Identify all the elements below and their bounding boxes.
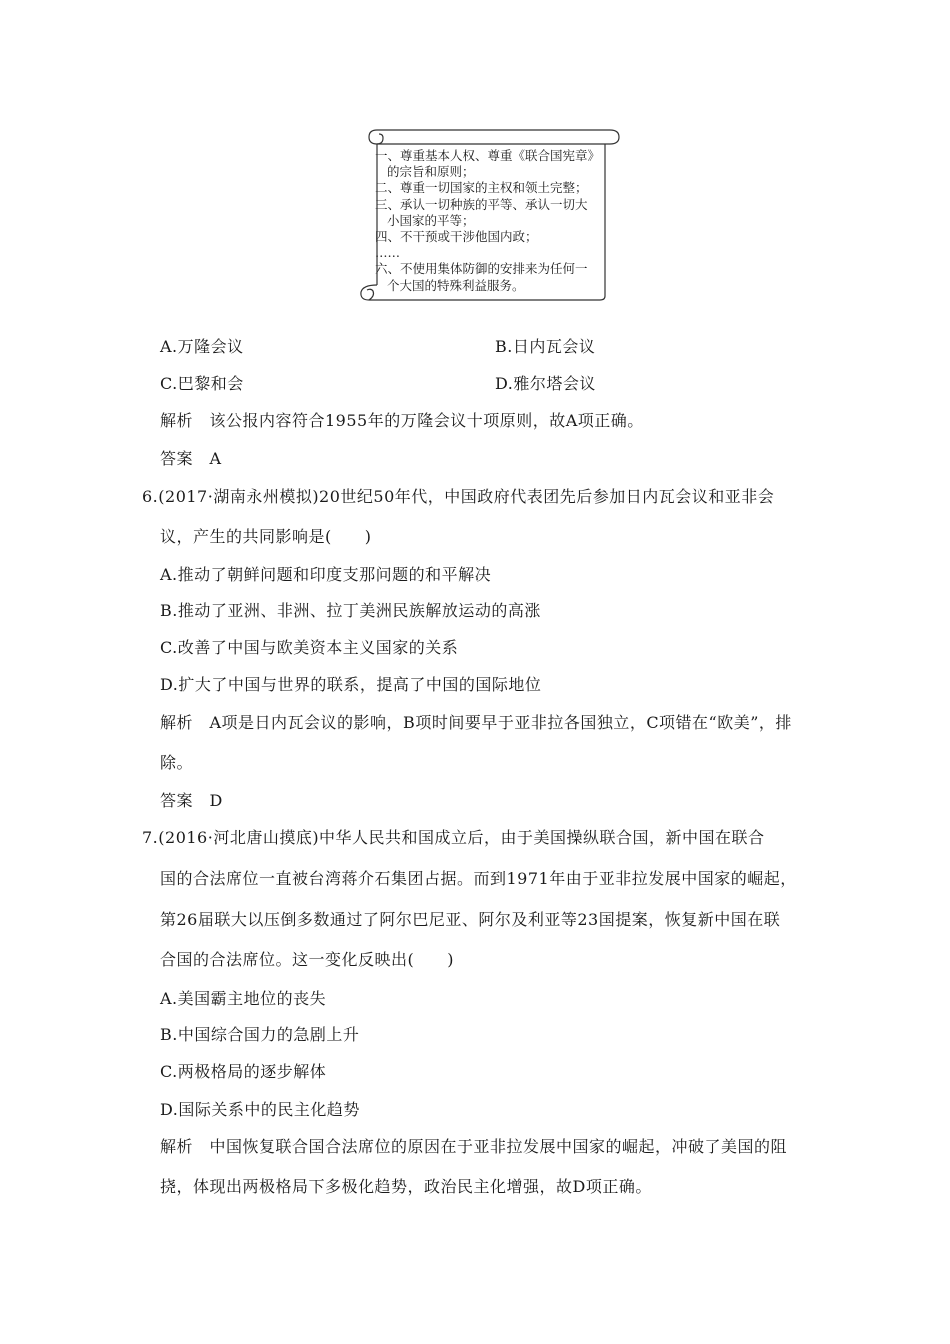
scroll-line: 个大国的特殊利益服务。 [387, 277, 525, 293]
q7-stem: 7.(2016·河北唐山摸底)中华人民共和国成立后，由于美国操纵联合国，新中国在联合 [142, 828, 765, 847]
q7-stem: 国的合法席位一直被台湾蒋介石集团占据。而到1971年由于亚非拉发展中国家的崛起， [160, 869, 797, 888]
scroll-illustration [355, 120, 625, 310]
q6-answer: 答案 D [160, 791, 223, 810]
q6-analysis: 除。 [160, 753, 194, 772]
q5-option-a: A.万隆会议 [160, 337, 244, 356]
q7-stem: 第26届联大以压倒多数通过了阿尔巴尼亚、阿尔及利亚等23国提案，恢复新中国在联 [160, 910, 781, 929]
q6-analysis: 解析 A项是日内瓦会议的影响，B项时间要早于亚非拉各国独立，C项错在“欧美”，排 [160, 713, 792, 732]
scroll-line: 三、承认一切种族的平等、承认一切大 [375, 196, 588, 212]
q6-stem: 6.(2017·湖南永州模拟)20世纪50年代，中国政府代表团先后参加日内瓦会议和亚非会 [142, 487, 775, 506]
scroll-line: 的宗旨和原则； [387, 164, 475, 180]
scroll-text [375, 148, 615, 294]
scroll-line: 二、尊重一切国家的主权和领土完整； [375, 180, 588, 196]
q5-answer: 答案 A [160, 449, 222, 468]
scroll-line: 六、不使用集体防御的安排来为任何一 [375, 261, 588, 277]
q6-option-d: D.扩大了中国与世界的联系，提高了中国的国际地位 [160, 675, 542, 694]
q6-option-c: C.改善了中国与欧美资本主义国家的关系 [160, 638, 459, 657]
q5-option-c: C.巴黎和会 [160, 374, 244, 393]
q6-option-b: B.推动了亚洲、非洲、拉丁美洲民族解放运动的高涨 [160, 601, 541, 620]
scroll-line: 四、不干预或干涉他国内政； [375, 228, 538, 244]
q6-option-a: A.推动了朝鲜问题和印度支那问题的和平解决 [160, 565, 492, 584]
q7-stem: 合国的合法席位。这一变化反映出( ) [160, 950, 454, 969]
q7-analysis: 挠，体现出两极格局下多极化趋势，政治民主化增强，故D项正确。 [160, 1177, 652, 1196]
q5-analysis: 解析 该公报内容符合1955年的万隆会议十项原则，故A项正确。 [160, 411, 644, 430]
scroll-line: 小国家的平等； [387, 212, 475, 228]
q5-option-d: D.雅尔塔会议 [495, 374, 596, 393]
scroll-line: …… [375, 245, 400, 261]
q7-option-c: C.两极格局的逐步解体 [160, 1062, 327, 1081]
q7-option-b: B.中国综合国力的急剧上升 [160, 1025, 360, 1044]
q7-option-d: D.国际关系中的民主化趋势 [160, 1100, 360, 1119]
scroll-line: 一、尊重基本人权、尊重《联合国宪章》 [375, 148, 601, 163]
q5-option-b: B.日内瓦会议 [495, 337, 596, 356]
q7-analysis: 解析 中国恢复联合国合法席位的原因在于亚非拉发展中国家的崛起，冲破了美国的阻 [160, 1137, 788, 1156]
q7-option-a: A.美国霸主地位的丧失 [160, 989, 327, 1008]
q6-stem: 议，产生的共同影响是( ) [160, 527, 372, 546]
